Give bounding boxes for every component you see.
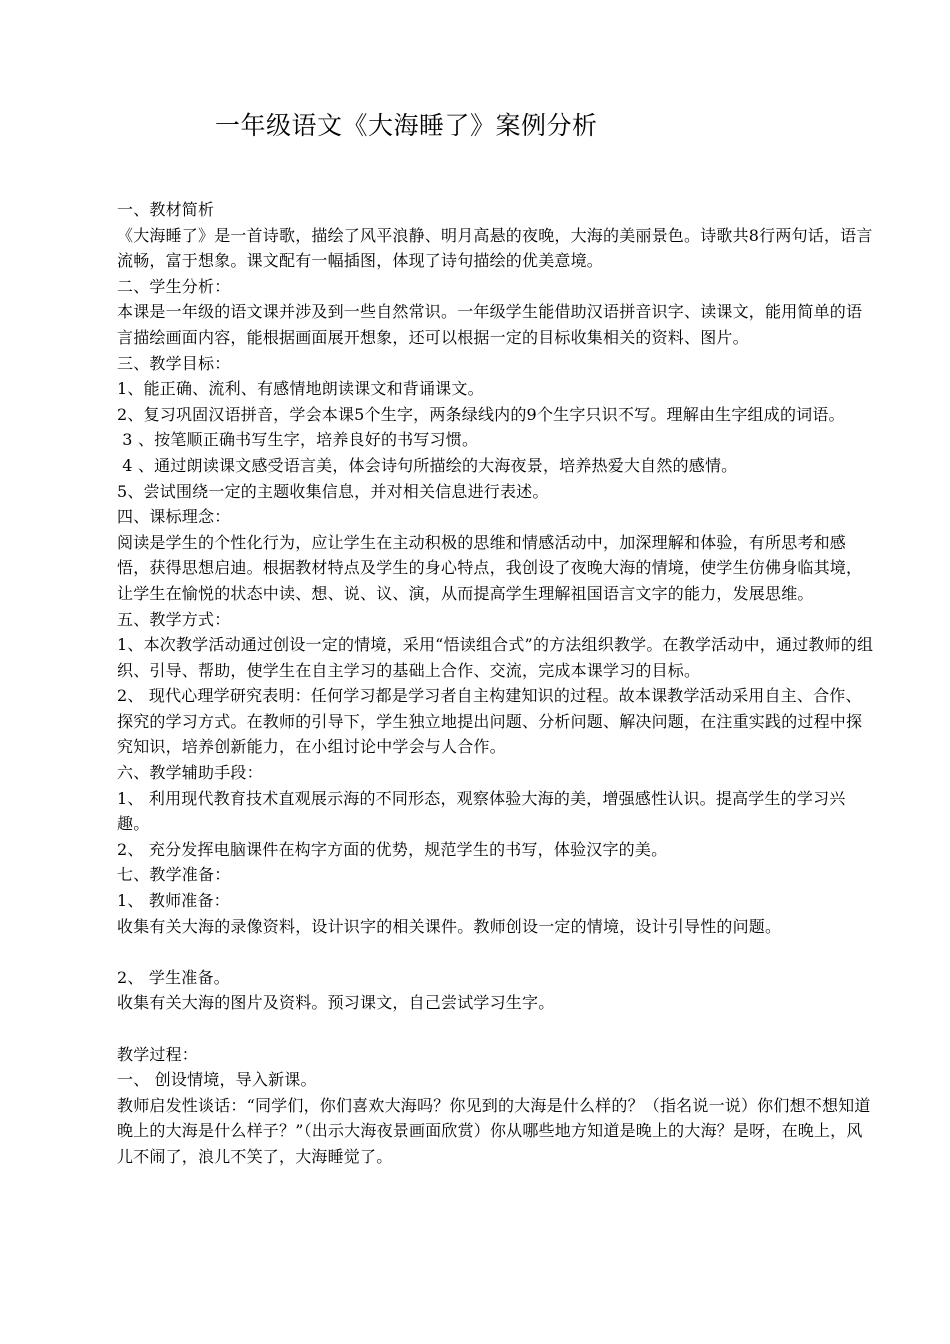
paragraph: 本课是一年级的语文课并涉及到一些自然常识。一年级学生能借助汉语拼音识字、读课文，能用简单的语言描绘画面内容，能根据画面展开想象，还可以根据一定的目标收集相关的资料、图片。 [117, 302, 863, 347]
document-title: 一年级语文《大海睡了》案例分析 [215, 111, 598, 140]
list-item: 2、 学生准备。 [117, 967, 230, 987]
list-item: 3 、按笔顺正确书写生字，培养良好的书写习惯。 [117, 430, 479, 450]
list-item: 1、 利用现代教育技术直观展示海的不同形态，观察体验大海的美，增强感性认识。提高学生的学习兴趣。 [117, 788, 846, 834]
paragraph: 教师启发性谈话：“同学们，你们喜欢大海吗？你见到的大海是什么样的？（指名说一说）你们想不想知道晚上的大海是什么样子？”（出示大海夜景画面欣赏）你从哪些地方知道是晚上的大海？是呀，在晚上，风儿不闹了，浪儿不笑了，大海睡觉了。 [117, 1095, 871, 1166]
list-item: 2、 充分发挥电脑课件在构字方面的优势，规范学生的书写，体验汉字的美。 [117, 839, 668, 859]
list-item: 5、尝试围绕一定的主题收集信息，并对相关信息进行表述。 [117, 481, 549, 501]
paragraph: 收集有关大海的录像资料，设计识字的相关课件。教师创设一定的情境，设计引导性的问题。 [117, 916, 782, 936]
spacer [117, 939, 877, 965]
list-item: 1、能正确、流利、有感情地朗读课文和背诵课文。 [117, 379, 484, 399]
list-item: 2、复习巩固汉语拼音，学会本课5个生字，两条绿线内的9个生字只识不写。理解由生字组成的词语。 [117, 404, 845, 424]
list-item: 一、 创设情境，导入新课。 [117, 1070, 317, 1090]
document-body [117, 197, 877, 1170]
paragraph: 阅读是学生的个性化行为，应让学生在主动积极的思维和情感活动中，加深理解和体验，有所思考和感悟，获得思想启迪。根据教材特点及学生的身心特点，我创设了夜晚大海的情境，使学生仿佛身临其境，让学生在愉悦的状态中读、想、说、议、演，从而提高学生理解祖国语言文字的能力，发展思维。 [117, 532, 863, 603]
list-item: 1、本次教学活动通过创设一定的情境，采用“悟读组合式”的方法组织教学。在教学活动中，通过教师的组织、引导、帮助，使学生在自主学习的基础上合作、交流，完成本课学习的目标。 [117, 635, 874, 680]
section-heading: 二、学生分析： [117, 276, 231, 296]
spacer [117, 1016, 877, 1042]
list-item: 4 、通过朗读课文感受语言美，体会诗句所描绘的大海夜景，培养热爱大自然的感情。 [117, 455, 738, 475]
section-heading: 五、教学方式： [117, 609, 231, 629]
section-heading: 一、教材简析 [117, 200, 215, 219]
paragraph: 《大海睡了》是一首诗歌，描绘了风平浪静、明月高悬的夜晚，大海的美丽景色。诗歌共8行两句话，语言流畅，富于想象。课文配有一幅插图，体现了诗句描绘的优美意境。 [117, 225, 873, 271]
section-heading: 三、教学目标： [117, 353, 231, 373]
section-heading: 四、课标理念： [117, 507, 231, 527]
section-heading: 六、教学辅助手段： [117, 763, 263, 783]
list-item: 1、 教师准备： [117, 891, 230, 911]
section-heading: 教学过程： [117, 1044, 199, 1064]
paragraph: 收集有关大海的图片及资料。预习课文，自己尝试学习生字。 [117, 993, 555, 1013]
list-item: 2、 现代心理学研究表明：任何学习都是学习者自主构建知识的过程。故本课教学活动采用自主、合作、探究的学习方式。在教师的引导下，学生独立地提出问题、分析问题、解决问题，在注重实践的过程中探究知识，培养创新能力，在小组讨论中学会与人合作。 [117, 686, 863, 757]
section-heading: 七、教学准备： [117, 865, 231, 885]
